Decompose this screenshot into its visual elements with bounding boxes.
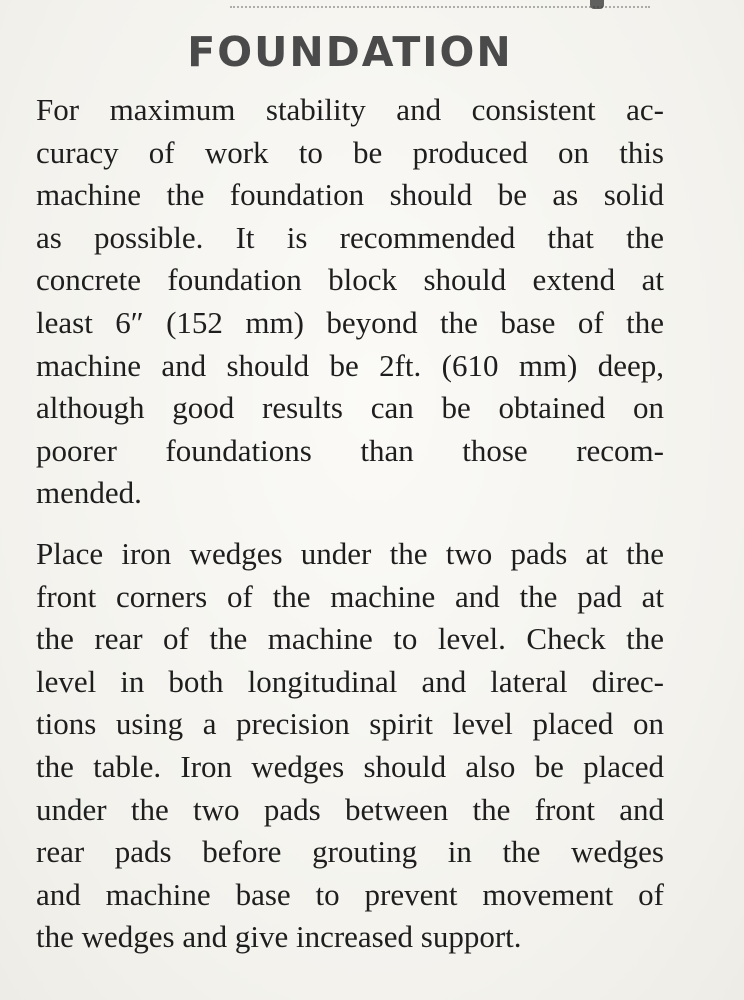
paragraph-foundation-requirements (36, 89, 664, 515)
text-line: For maximum stability and consistent ac- (36, 92, 664, 127)
text-line: the rear of the machine to level. Check the (36, 621, 664, 657)
text-line: under the two pads between the front and (36, 791, 664, 827)
text-line: the wedges and give increased support. (36, 919, 522, 955)
section-heading: FOUNDATION (187, 28, 513, 76)
text-line: the table. Iron wedges should also be placed (36, 748, 664, 784)
text-line: machine and should be 2ft. (610 mm) deep, (36, 347, 664, 383)
text-line: Place iron wedges under the two pads at the (36, 536, 664, 571)
top-edge-artifact (230, 0, 650, 8)
text-line: front corners of the machine and the pad at (36, 578, 664, 614)
text-line: tions using a precision spirit level placed on (36, 706, 664, 742)
text-line: least 6″ (152 mm) beyond the base of the (36, 304, 664, 340)
top-edge-mark (590, 0, 604, 9)
paragraph-leveling-instructions (36, 533, 664, 959)
text-line: as possible. It is recommended that the (36, 219, 664, 255)
text-line: although good results can be obtained on (36, 390, 664, 426)
text-line: machine the foundation should be as solid (36, 177, 664, 213)
text-line: and machine base to prevent movement of (36, 876, 664, 912)
text-line: mended. (36, 475, 142, 511)
text-line: curacy of work to be produced on this (36, 134, 664, 170)
text-line: poorer foundations than those recom- (36, 432, 664, 468)
text-line: level in both longitudinal and lateral direc- (36, 663, 664, 699)
text-line: concrete foundation block should extend at (36, 262, 664, 298)
text-line: rear pads before grouting in the wedges (36, 834, 664, 870)
